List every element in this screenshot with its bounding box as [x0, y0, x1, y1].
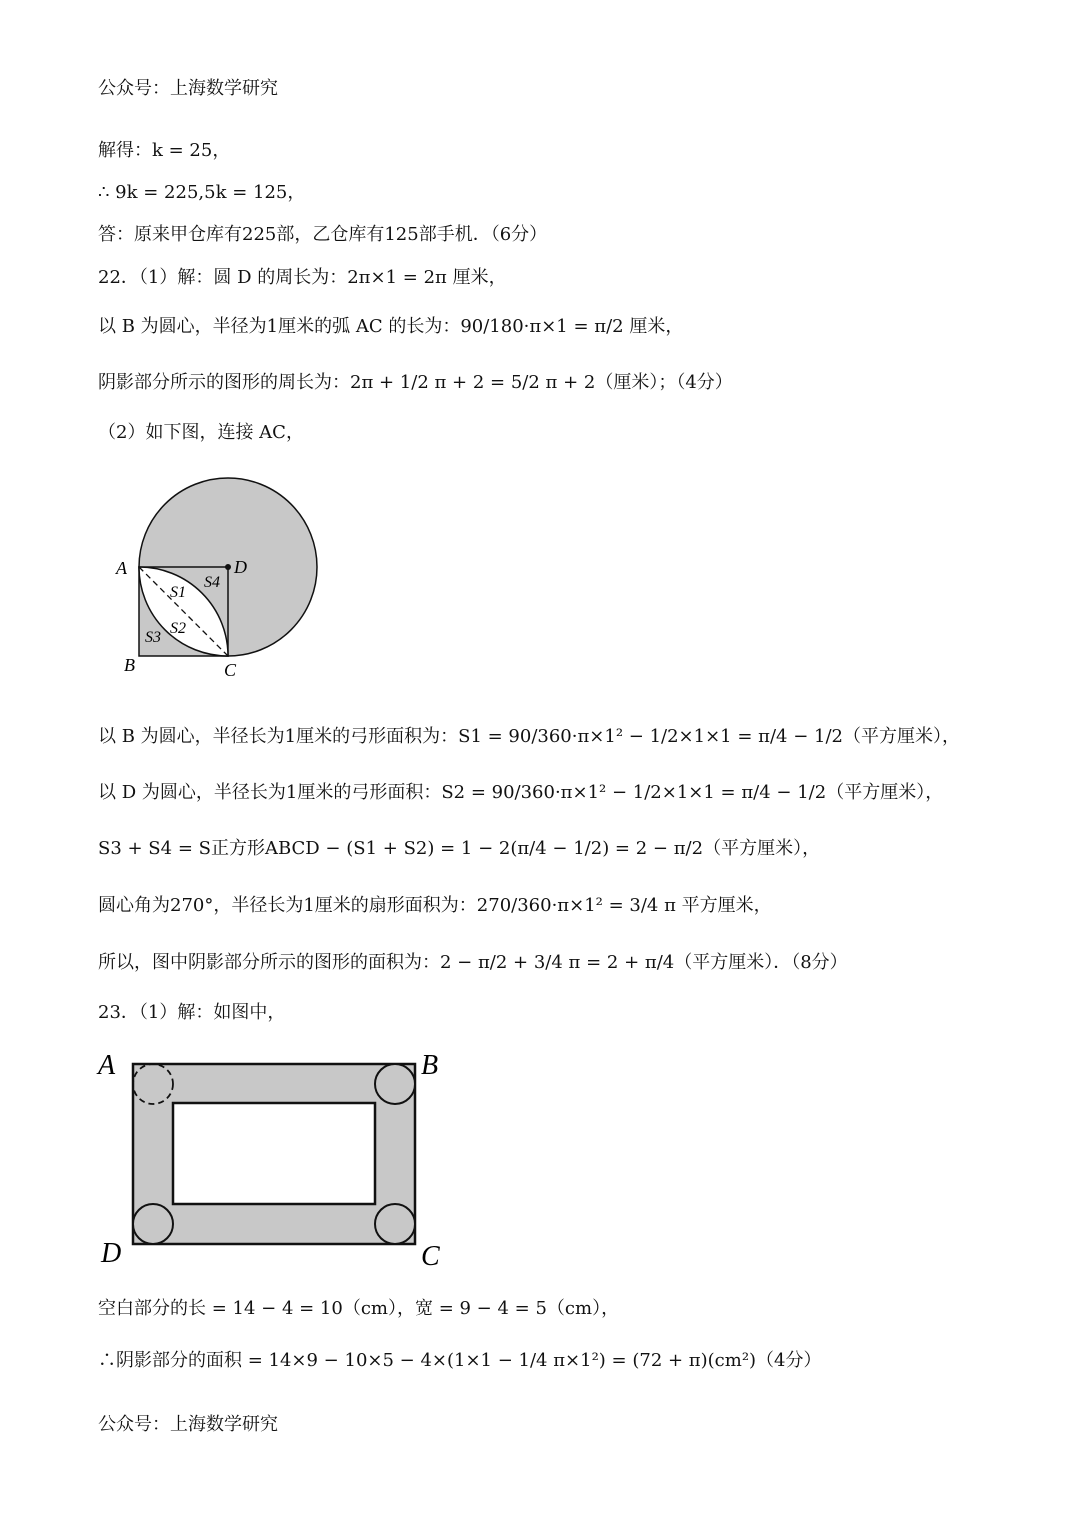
line-5: 以 B 为圆心，半径为1厘米的弧 AC 的长为：90/180·π×1 = π/2 厘米，: [98, 316, 684, 337]
label-s4: S4: [204, 574, 220, 591]
line-2: ∴ 9k = 225,5k = 125，: [98, 182, 306, 203]
line-4: 22．（1）解：圆 D 的周长为：2π×1 = 2π 厘米，: [98, 267, 507, 288]
line-11: 圆心角为270°，半径长为1厘米的扇形面积为：270/360·π×1² = 3/4 π 平方厘米，: [98, 895, 772, 916]
line-3: 答：原来甲仓库有225部，乙仓库有125部手机．（6分）: [98, 224, 548, 245]
label-d: D: [101, 1238, 122, 1269]
label-d: D: [234, 557, 247, 577]
figure-circle-square: [100, 470, 340, 685]
label-a: A: [98, 1050, 116, 1081]
label-s2: S2: [170, 620, 186, 637]
line-15: ∴阴影部分的面积 = 14×9 − 10×5 − 4×(1×1 − 1/4 π×1²) = (72 + π)(cm²)（4分）: [98, 1350, 822, 1371]
line-12: 所以，图中阴影部分所示的图形的面积为：2 − π/2 + 3/4 π = 2 + π/4（平方厘米）．（8分）: [98, 952, 848, 973]
corner-circle-b: [375, 1064, 415, 1104]
page-footer: 公众号：上海数学研究: [98, 1414, 278, 1435]
point-d: [225, 564, 231, 570]
line-13: 23．（1）解：如图中，: [98, 1002, 286, 1023]
line-7: （2）如下图，连接 AC，: [98, 422, 304, 443]
figure-rectangle-frame: [95, 1040, 455, 1280]
label-c: C: [421, 1241, 440, 1272]
label-b: B: [124, 655, 135, 675]
line-10: S3 + S4 = S正方形ABCD − (S1 + S2) = 1 − 2(π/4 − 1/2) = 2 − π/2（平方厘米），: [98, 838, 821, 859]
line-6: 阴影部分所示的图形的周长为：2π + 1/2 π + 2 = 5/2 π + 2（厘米）；（4分）: [98, 372, 733, 393]
line-9: 以 D 为圆心，半径长为1厘米的弓形面积：S2 = 90/360·π×1² − 1/2×1×1 = π/4 − 1/2（平方厘米），: [98, 782, 944, 803]
page-header: 公众号：上海数学研究: [98, 78, 278, 99]
line-1: 解得：k = 25，: [98, 140, 231, 161]
corner-circle-c: [375, 1204, 415, 1244]
corner-circle-d: [133, 1204, 173, 1244]
label-b: B: [421, 1050, 439, 1081]
label-s3: S3: [145, 629, 161, 646]
line-8: 以 B 为圆心，半径长为1厘米的弓形面积为：S1 = 90/360·π×1² − 1/2×1×1 = π/4 − 1/2（平方厘米），: [98, 726, 960, 747]
label-s1: S1: [170, 584, 186, 601]
inner-blank-rectangle: [173, 1103, 375, 1204]
line-14: 空白部分的长 = 14 − 4 = 10（cm），宽 = 9 − 4 = 5（cm），: [98, 1298, 620, 1319]
label-a: A: [116, 558, 127, 578]
label-c: C: [224, 660, 237, 680]
